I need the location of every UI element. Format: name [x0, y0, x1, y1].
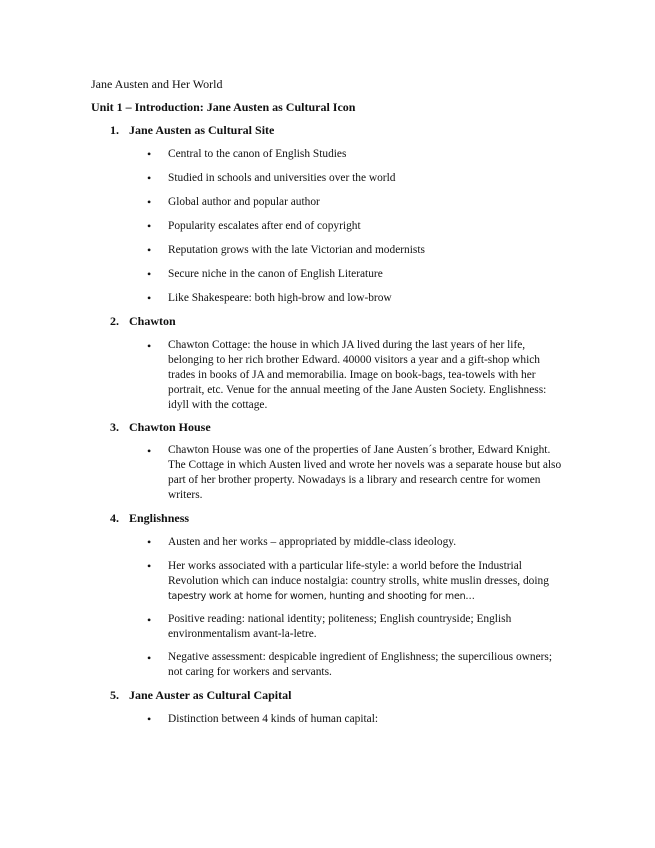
section-heading: [110, 421, 211, 433]
list-item: Negative assessment: despicable ingredient of Englishness; the supercilious owners; not caring for workers and servants.: [168, 651, 553, 678]
document-title: Jane Austen and Her World: [91, 77, 223, 91]
section-title: Jane Austen as Cultural Site: [129, 123, 275, 137]
bullet-icon: •: [147, 651, 152, 665]
list-item: Positive reading: national identity; politeness; English countryside; English environmentalism avant-la-letre.: [168, 613, 512, 640]
section-title: Englishness: [129, 511, 190, 525]
bullet-icon: •: [147, 147, 152, 161]
bullet-icon: •: [147, 219, 152, 233]
bullet-icon: •: [147, 613, 152, 627]
list-item: Distinction between 4 kinds of human capital:: [168, 713, 379, 725]
list-item: Secure niche in the canon of English Literature: [168, 268, 383, 280]
bullet-icon: •: [147, 267, 152, 281]
list-item: Chawton House was one of the properties of Jane Austen´s brother, Edward Knight. The Cottage in which Austen lived and wrote her novels was a separate house but also part of her brother property. Nowadays is a library and research centre for women writers.: [168, 444, 562, 501]
section-heading: [110, 512, 189, 524]
bullet-icon: •: [147, 291, 152, 305]
list-item: Chawton Cottage: the house in which JA lived during the last years of her life, belonging to her rich brother Edward. 40000 visitors a year and a gift-shop which trades in books of JA and memorabilia. Image on book-bags, tea-towels with her portrait, etc. Venue for the annual meeting of the Jane Austen Society. Englishness: idyll with the cottage.: [168, 339, 547, 411]
bullet-icon: •: [147, 444, 152, 458]
section-number: 5.: [110, 688, 119, 702]
bullet-icon: •: [147, 171, 152, 185]
section-heading: [110, 315, 176, 327]
list-item: Reputation grows with the late Victorian and modernists: [168, 244, 425, 256]
section-title: Chawton: [129, 314, 176, 328]
list-item: Central to the canon of English Studies: [168, 148, 347, 160]
list-item-text-continuation: tapestry work at home for women, hunting and shooting for men…: [168, 591, 475, 602]
list-item: Austen and her works – appropriated by middle-class ideology.: [168, 536, 457, 548]
bullet-icon: •: [147, 535, 152, 549]
section-number: 1.: [110, 123, 119, 137]
section-heading: [110, 124, 274, 136]
section-number: 3.: [110, 420, 119, 434]
list-item: [168, 559, 563, 604]
section-heading: [110, 689, 291, 701]
bullet-icon: •: [147, 243, 152, 257]
bullet-icon: •: [147, 559, 152, 573]
list-item: Popularity escalates after end of copyright: [168, 220, 361, 232]
list-item: Studied in schools and universities over the world: [168, 172, 396, 184]
list-item: Global author and popular author: [168, 196, 320, 208]
list-item: Like Shakespeare: both high-brow and low-brow: [168, 292, 392, 304]
list-item-text: Her works associated with a particular life-style: a world before the Industrial Revolution which can induce nostalgia: country strolls, white muslin dresses, doing: [168, 560, 549, 587]
section-number: 2.: [110, 314, 119, 328]
bullet-icon: •: [147, 339, 152, 353]
section-title: Jane Auster as Cultural Capital: [129, 688, 292, 702]
unit-heading: Unit 1 – Introduction: Jane Austen as Cultural Icon: [91, 100, 356, 114]
bullet-icon: •: [147, 195, 152, 209]
bullet-icon: •: [147, 712, 152, 726]
section-title: Chawton House: [129, 420, 211, 434]
section-number: 4.: [110, 511, 119, 525]
